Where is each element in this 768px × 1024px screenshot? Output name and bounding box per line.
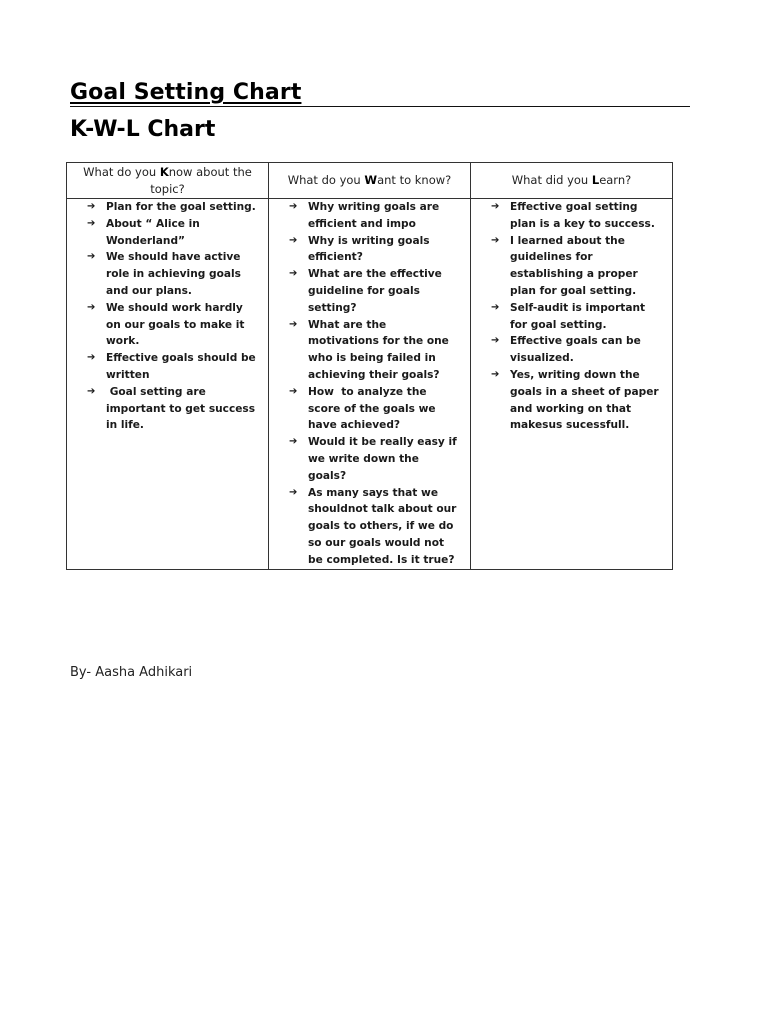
- arrow-right-icon: ➔: [491, 368, 500, 380]
- document-title: Goal Setting Chart: [70, 80, 302, 105]
- learn-list: [471, 199, 666, 434]
- want-column: [269, 199, 471, 570]
- arrow-right-icon: ➔: [87, 251, 96, 263]
- title-row: [70, 78, 690, 110]
- kwl-table: [66, 162, 673, 570]
- list-item: ➔ What are the effective guideline for goals setting?: [289, 268, 442, 314]
- list-item: ➔ Yes, writing down the goals in a sheet of paper and working on that makesus sucessfull.: [491, 368, 659, 432]
- list-item: ➔ Effective goal setting plan is a key to success.: [491, 201, 655, 230]
- arrow-right-icon: ➔: [87, 201, 96, 212]
- know-column: [67, 199, 269, 570]
- arrow-right-icon: ➔: [491, 301, 500, 313]
- header-want: What do you Want to know?: [269, 163, 471, 199]
- arrow-right-icon: ➔: [289, 201, 298, 212]
- list-item: ➔ Effective goals can be visualized.: [491, 335, 641, 365]
- arrow-right-icon: ➔: [491, 234, 500, 246]
- kwl-body-row: [67, 199, 673, 570]
- author-line: By- Aasha Adhikari: [70, 665, 193, 680]
- header-learn: What did you Learn?: [471, 163, 673, 199]
- list-item: ➔ We should have active role in achieving goals and our plans.: [87, 251, 241, 297]
- know-list: [67, 199, 262, 434]
- list-item: ➔ Effective goals should be written: [87, 352, 256, 381]
- arrow-right-icon: ➔: [491, 335, 500, 347]
- list-item: ➔ As many says that we shouldnot talk about our goals to others, if we do so our goals would not be completed. Is it true?: [289, 486, 457, 566]
- list-item: ➔ How to analyze the score of the goals we have achieved?: [289, 385, 440, 432]
- arrow-right-icon: ➔: [87, 301, 96, 313]
- list-item: ➔ Why is writing goals efficient?: [289, 234, 430, 264]
- arrow-right-icon: ➔: [491, 201, 500, 212]
- kwl-header-row: [67, 163, 673, 199]
- arrow-right-icon: ➔: [289, 268, 298, 280]
- arrow-right-icon: ➔: [289, 385, 298, 397]
- list-item: ➔ I learned about the guidelines for establishing a proper plan for goal setting.: [491, 234, 638, 297]
- list-item: ➔ We should work hardly on our goals to make it work.: [87, 301, 245, 348]
- list-item: ➔ What are the motivations for the one who is being failed in achieving their goals?: [289, 318, 449, 381]
- arrow-right-icon: ➔: [87, 217, 96, 229]
- arrow-right-icon: ➔: [289, 436, 298, 448]
- list-item: ➔ About “ Alice in Wonderland”: [87, 217, 200, 247]
- list-item: ➔ Would it be really easy if we write down the goals?: [289, 436, 457, 482]
- learn-column: [471, 199, 673, 570]
- arrow-right-icon: ➔: [289, 486, 298, 498]
- title-underline-divider: [70, 106, 690, 107]
- want-list: [269, 199, 464, 569]
- arrow-right-icon: ➔: [87, 352, 96, 364]
- arrow-right-icon: ➔: [289, 318, 298, 330]
- arrow-right-icon: ➔: [289, 234, 298, 246]
- document-subtitle: K-W-L Chart: [70, 117, 216, 142]
- list-item: ➔ Self-audit is important for goal setting.: [491, 301, 646, 331]
- list-item: ➔ Goal setting are important to get success in life.: [87, 385, 259, 432]
- list-item: ➔ Why writing goals are efficient and impo: [289, 201, 440, 230]
- list-item: ➔ Plan for the goal setting.: [67, 199, 262, 216]
- header-know: What do you Know about the topic?: [67, 163, 269, 199]
- arrow-right-icon: ➔: [87, 385, 96, 397]
